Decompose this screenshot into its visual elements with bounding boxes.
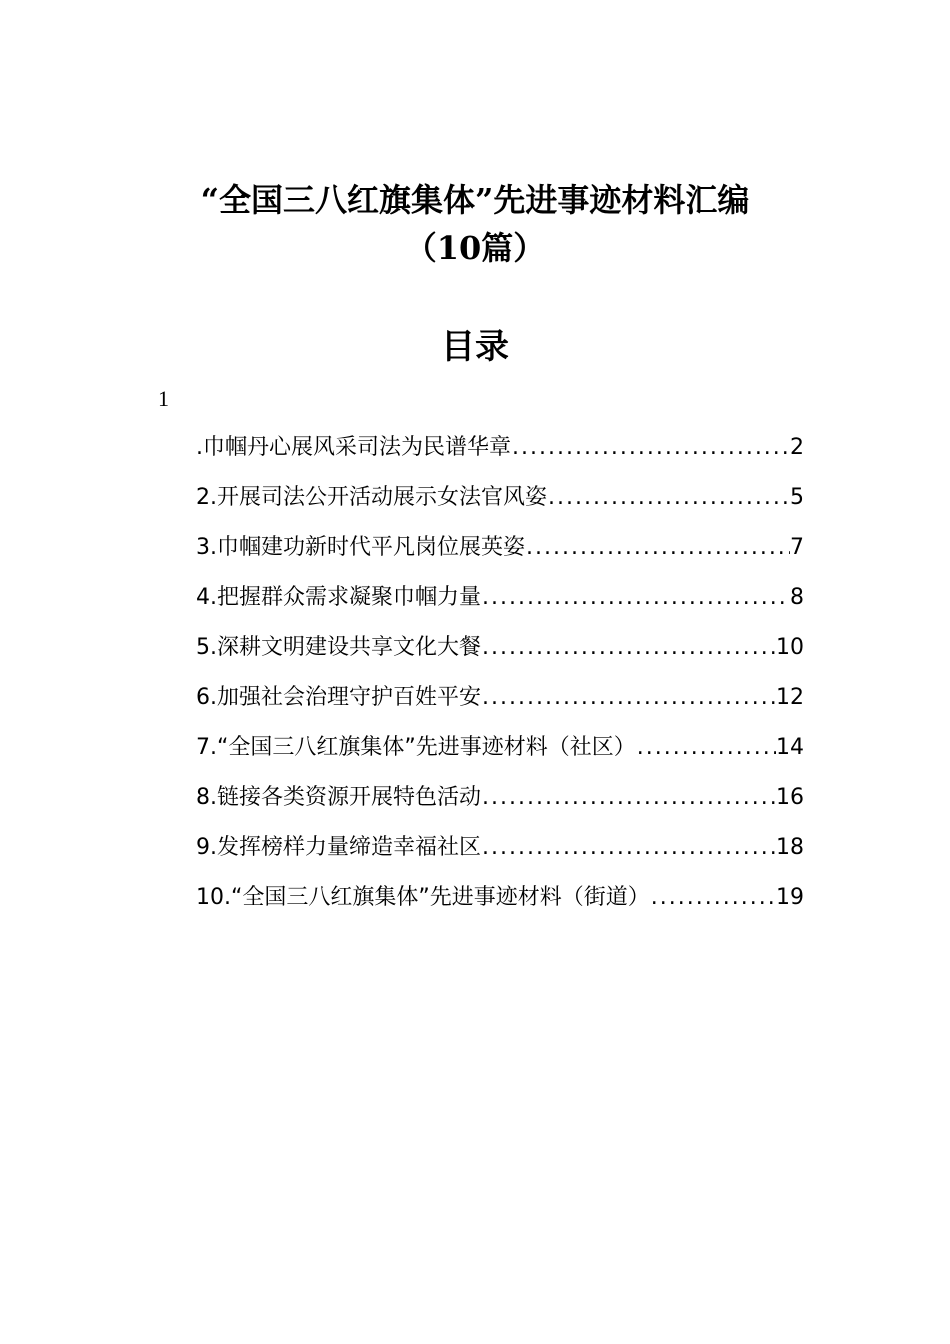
toc-leader-dots bbox=[481, 779, 776, 817]
toc-entry-title: 3.巾帼建功新时代平凡岗位展英姿 bbox=[196, 535, 525, 560]
toc-entry-title: .巾帼丹心展风采司法为民谱华章 bbox=[196, 435, 511, 460]
toc-leader-dots bbox=[481, 629, 776, 667]
toc-entry-page: 16 bbox=[776, 785, 804, 810]
toc-entry-title: 8.链接各类资源开展特色活动 bbox=[196, 785, 481, 810]
toc-entry-page: 12 bbox=[776, 685, 804, 710]
toc-leader-dots bbox=[547, 479, 790, 517]
toc-entry-4[interactable] bbox=[196, 579, 804, 629]
toc-leader-dots bbox=[481, 679, 776, 717]
toc-entry-7[interactable] bbox=[196, 729, 804, 779]
toc-entry-page: 8 bbox=[790, 585, 804, 610]
toc-entry-title: 4.把握群众需求凝聚巾帼力量 bbox=[196, 585, 481, 610]
toc-entry-page: 19 bbox=[776, 885, 804, 910]
toc-leader-dots bbox=[481, 579, 790, 617]
toc-entry-title: 9.发挥榜样力量缔造幸福社区 bbox=[196, 835, 481, 860]
document-title: “全国三八红旗集体”先进事迹材料汇编 bbox=[200, 181, 750, 219]
toc-entry-title: 10.“全国三八红旗集体”先进事迹材料（街道） bbox=[196, 885, 650, 910]
toc-entry-1[interactable] bbox=[196, 429, 804, 479]
toc-entry-8[interactable] bbox=[196, 779, 804, 829]
toc-entry-page: 10 bbox=[776, 635, 804, 660]
toc-leader-dots bbox=[636, 729, 776, 767]
toc-entry-page: 7 bbox=[790, 535, 804, 560]
toc-leader-dots bbox=[650, 879, 776, 917]
toc-entry-page: 18 bbox=[776, 835, 804, 860]
toc-entry-5[interactable] bbox=[196, 629, 804, 679]
toc-leader-dots bbox=[481, 829, 776, 867]
toc-entry-title: 2.开展司法公开活动展示女法官风姿 bbox=[196, 485, 547, 510]
toc-leader-dots bbox=[511, 429, 790, 467]
toc-entry-10[interactable] bbox=[196, 879, 804, 929]
table-of-contents bbox=[196, 429, 804, 929]
toc-entry-title: 6.加强社会治理守护百姓平安 bbox=[196, 685, 481, 710]
toc-heading: 目录 bbox=[441, 327, 509, 367]
toc-entry-page: 5 bbox=[790, 485, 804, 510]
toc-entry-9[interactable] bbox=[196, 829, 804, 879]
toc-entry-6[interactable] bbox=[196, 679, 804, 729]
toc-entry-2[interactable] bbox=[196, 479, 804, 529]
toc-entry-title: 5.深耕文明建设共享文化大餐 bbox=[196, 635, 481, 660]
toc-entry-page: 2 bbox=[790, 435, 804, 460]
document-subtitle: （10篇） bbox=[404, 229, 546, 267]
toc-entry-3[interactable] bbox=[196, 529, 804, 579]
stray-number: 1 bbox=[158, 386, 169, 411]
toc-leader-dots bbox=[525, 529, 790, 567]
toc-entry-title: 7.“全国三八红旗集体”先进事迹材料（社区） bbox=[196, 735, 636, 760]
toc-entry-page: 14 bbox=[776, 735, 804, 760]
